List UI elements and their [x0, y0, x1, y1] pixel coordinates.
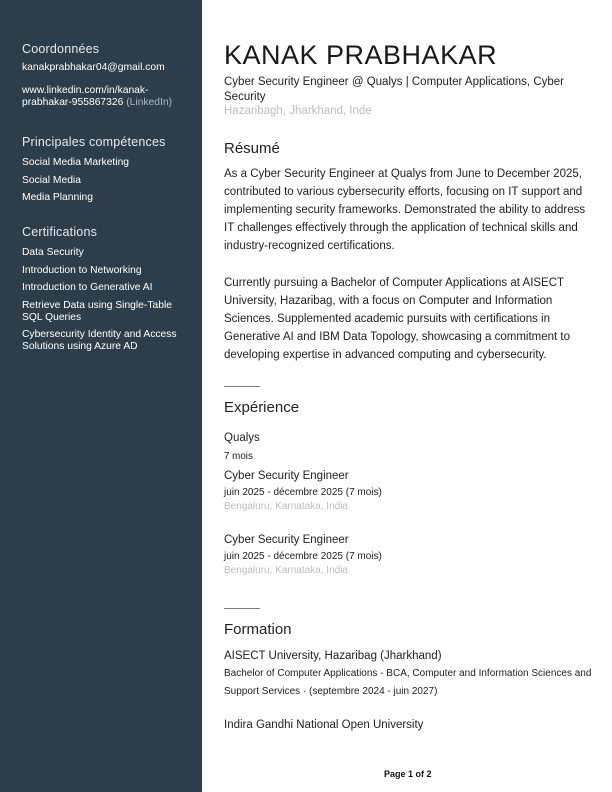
school-name: Indira Gandhi National Open University — [224, 719, 424, 731]
summary-paragraph: Currently pursuing a Bachelor of Computer Applications at AISECT University, Hazaribag, with a focus on Computer and Information Sciences. Supplemented academic pursuits with certifications in Generative AI and IBM Data Topology, showcasing a commitment to developing expertise in advanced computing and cybersecurity. — [224, 277, 571, 361]
linkedin-url-line1: www.linkedin.com/in/kanak- — [22, 84, 149, 96]
position-dates: juin 2025 - décembre 2025 (7 mois) — [224, 551, 382, 562]
position-place: Bengaluru, Karnataka, India — [224, 565, 348, 576]
position-role: Cyber Security Engineer — [224, 534, 349, 546]
skill-item: Social Media — [22, 174, 81, 186]
cert-item: Data Security — [22, 247, 84, 258]
location: Hazaribagh, Jharkhand, Inde — [224, 105, 372, 117]
linkedin-tag: (LinkedIn) — [126, 97, 173, 108]
section-divider — [224, 608, 260, 609]
cert-item: Cybersecurity Identity and Access Solutions using Azure AD — [22, 329, 177, 352]
cert-item: Introduction to Generative AI — [22, 282, 153, 293]
school-name: AISECT University, Hazaribag (Jharkhand) — [224, 650, 442, 662]
page-number: Page 1 of 2 — [384, 769, 432, 779]
linkedin-url-line2: prabhakar-955867326 — [22, 97, 124, 108]
company-name: Qualys — [224, 432, 260, 444]
contact-section — [22, 42, 192, 110]
position-place: Bengaluru, Karnataka, India — [224, 501, 348, 512]
cert-item: Retrieve Data using Single-Table SQL Queries — [22, 299, 172, 323]
summary-paragraph: As a Cyber Security Engineer at Qualys from June to December 2025, contributed to various cybersecurity efforts, focusing on IT support and implementing security frameworks. Demonstrated the ability to address IT challenges effectively through the application of technical skills and industry-recognized certifications. — [224, 168, 586, 252]
company-duration: 7 mois — [224, 451, 253, 462]
position-role: Cyber Security Engineer — [224, 470, 349, 482]
email-link[interactable]: kanakprabhakar04@gmail.com — [22, 62, 165, 73]
education-title: Formation — [224, 621, 292, 638]
position-dates: juin 2025 - décembre 2025 (7 mois) — [224, 487, 382, 498]
skill-item: Social Media Marketing — [22, 157, 130, 168]
skills-section — [22, 135, 192, 210]
person-name: KANAK PRABHAKAR — [224, 40, 498, 70]
contact-heading: Coordonnées — [22, 42, 100, 56]
sidebar — [0, 0, 202, 792]
section-divider — [224, 386, 260, 387]
experience-title: Expérience — [224, 399, 300, 416]
skill-item: Media Planning — [22, 192, 93, 203]
summary-title: Résumé — [224, 140, 280, 157]
headline: Cyber Security Engineer @ Qualys | Computer Applications, Cyber Security — [224, 76, 565, 103]
cert-item: Introduction to Networking — [22, 264, 142, 276]
school-degree: Bachelor of Computer Applications - BCA, Computer and Information Sciences and Support Services · (septembre 2024 - juin 2027) — [224, 668, 592, 697]
skills-heading: Principales compétences — [22, 135, 166, 149]
certifications-section — [22, 225, 192, 359]
certifications-heading: Certifications — [22, 225, 98, 239]
linkedin-link[interactable] — [22, 85, 192, 110]
